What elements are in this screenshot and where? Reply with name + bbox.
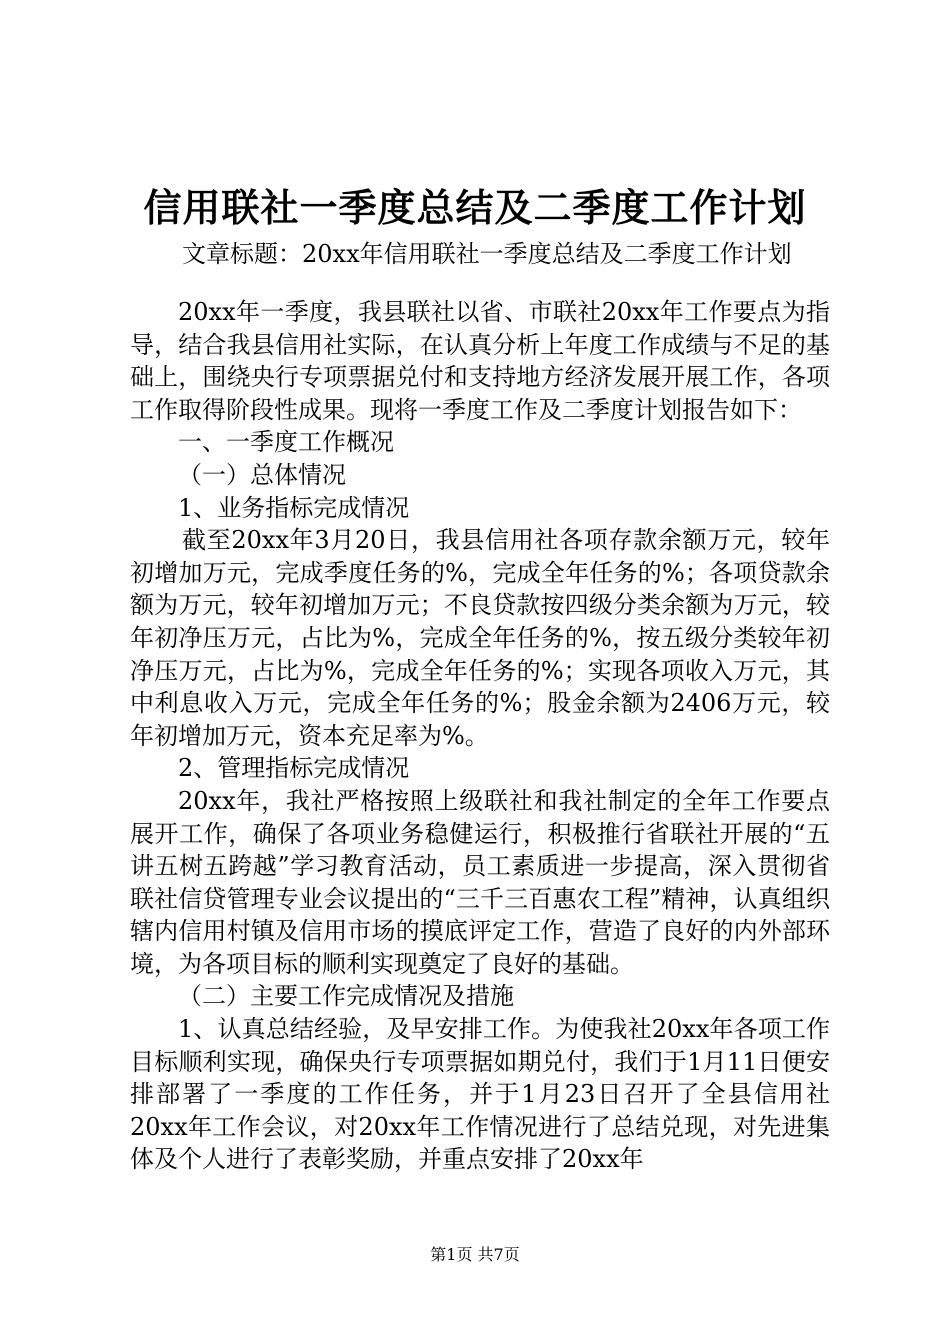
paragraph-intro: 20xx年一季度，我县联社以省、市联社20xx年工作要点为指导，结合我县信用社实际，在认真分析上年度工作成绩与不足的基础上，围绕央行专项票据兑付和支持地方经济发展开展工作，各项工作取得阶段性成果。现将一季度工作及二季度计划报告如下：	[130, 298, 830, 424]
heading-main-work: （二）主要工作完成情况及措施	[178, 982, 514, 1011]
heading-overall: （一）总体情况	[178, 460, 346, 489]
heading-business-indicators: 1、业务指标完成情况	[178, 493, 410, 522]
document-body	[130, 296, 830, 1176]
document-subtitle: 文章标题：20xx年信用联社一季度总结及二季度工作计划	[182, 240, 792, 268]
heading-section-1: 一、一季度工作概况	[178, 428, 394, 457]
paragraph-management-indicators: 20xx年，我社严格按照上级联社和我社制定的全年工作要点展开工作，确保了各项业务稳健运行，积极推行省联社开展的“五讲五树五跨越”学习教育活动，员工素质进一步提高，深入贯彻省联社信贷管理专业会议提出的“三千三百惠农工程”精神，认真组织辖内信用村镇及信用市场的摸底评定工作，营造了良好的内外部环境，为各项目标的顺利实现奠定了良好的基础。	[130, 786, 830, 978]
paragraph-business-indicators: 截至20xx年3月20日，我县信用社各项存款余额万元，较年初增加万元，完成季度任务的%，完成全年任务的%；各项贷款余额为万元，较年初增加万元；不良贷款按四级分类余额为万元，较年初净压万元，占比为%，完成全年任务的%，按五级分类较年初净压万元，占比为%，完成全年任务的%；实现各项收入万元，其中利息收入万元，完成全年任务的%；股金余额为2406万元，较年初增加万元，资本充足率为%。	[130, 526, 830, 750]
page-number: 第1页 共7页	[430, 1245, 520, 1264]
heading-management-indicators: 2、管理指标完成情况	[178, 754, 410, 783]
document-title: 信用联社一季度总结及二季度工作计划	[143, 185, 807, 230]
paragraph-main-work-1: 1、认真总结经验，及早安排工作。为使我社20xx年各项工作目标顺利实现，确保央行专项票据如期兑付，我们于1月11日便安排部署了一季度的工作任务，并于1月23日召开了全县信用社20xx年工作会议，对20xx年工作情况进行了总结兑现，对先进集体及个人进行了表彰奖励，并重点安排了20xx年	[130, 1015, 830, 1174]
